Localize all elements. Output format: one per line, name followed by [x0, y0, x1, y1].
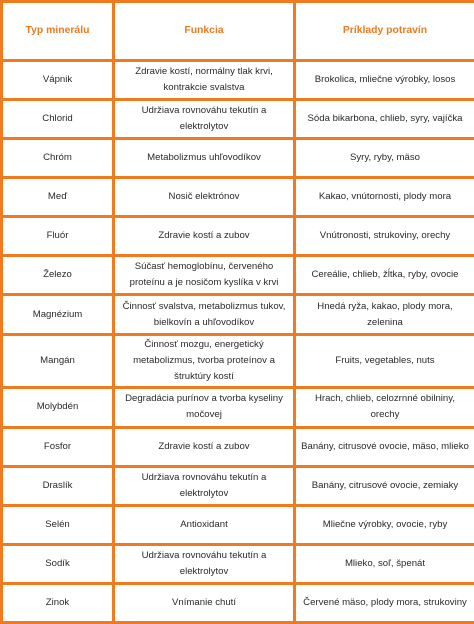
- cell-foods: Červené mäso, plody mora, strukoviny: [295, 583, 474, 622]
- table-body: [2, 61, 474, 623]
- cell-mineral: Mangán: [2, 334, 114, 388]
- cell-function: Zdravie kostí a zubov: [114, 217, 295, 256]
- cell-function: Činnosť mozgu, energetický metabolizmus, tvorba proteínov a štruktúry kostí: [114, 334, 295, 388]
- table-header: [2, 2, 474, 61]
- table-row: [2, 178, 474, 217]
- cell-function: Nosič elektrónov: [114, 178, 295, 217]
- cell-function: Zdravie kostí a zubov: [114, 427, 295, 466]
- cell-function: Udržiava rovnováhu tekutín a elektrolytov: [114, 544, 295, 583]
- cell-mineral: Fosfor: [2, 427, 114, 466]
- cell-function: Udržiava rovnováhu tekutín a elektrolytov: [114, 100, 295, 139]
- cell-foods: Brokolica, mliečne výrobky, losos: [295, 61, 474, 100]
- table-row: [2, 466, 474, 505]
- table-row: [2, 61, 474, 100]
- cell-function: Metabolizmus uhľovodíkov: [114, 139, 295, 178]
- cell-mineral: Fluór: [2, 217, 114, 256]
- table-row: [2, 217, 474, 256]
- cell-foods: Hnedá ryža, kakao, plody mora, zelenina: [295, 295, 474, 334]
- cell-mineral: Molybdén: [2, 388, 114, 427]
- cell-foods: Banány, citrusové ovocie, mäso, mlieko: [295, 427, 474, 466]
- cell-function: Zdravie kostí, normálny tlak krvi, kontrakcie svalstva: [114, 61, 295, 100]
- cell-mineral: Vápnik: [2, 61, 114, 100]
- table-row: [2, 505, 474, 544]
- header-food-examples: Príklady potravín: [295, 2, 474, 61]
- cell-mineral: Sodík: [2, 544, 114, 583]
- cell-mineral: Železo: [2, 256, 114, 295]
- cell-foods: Fruits, vegetables, nuts: [295, 334, 474, 388]
- cell-function: Súčasť hemoglobínu, červeného proteínu a je nosičom kyslíka v krvi: [114, 256, 295, 295]
- table-row: [2, 256, 474, 295]
- cell-mineral: Chlorid: [2, 100, 114, 139]
- cell-function: Udržiava rovnováhu tekutín a elektrolytov: [114, 466, 295, 505]
- header-function: Funkcia: [114, 2, 295, 61]
- cell-foods: Kakao, vnútornosti, plody mora: [295, 178, 474, 217]
- table-row: [2, 427, 474, 466]
- cell-mineral: Selén: [2, 505, 114, 544]
- cell-foods: Syry, ryby, mäso: [295, 139, 474, 178]
- table-row: [2, 100, 474, 139]
- cell-mineral: Draslík: [2, 466, 114, 505]
- cell-foods: Banány, citrusové ovocie, zemiaky: [295, 466, 474, 505]
- table-row: [2, 334, 474, 388]
- cell-function: Činnosť svalstva, metabolizmus tukov, bielkovín a uhľovodíkov: [114, 295, 295, 334]
- cell-mineral: Zinok: [2, 583, 114, 622]
- cell-foods: Mliečne výrobky, ovocie, ryby: [295, 505, 474, 544]
- cell-foods: Vnútronosti, strukoviny, orechy: [295, 217, 474, 256]
- cell-function: Antioxidant: [114, 505, 295, 544]
- cell-foods: Mlieko, soľ, špenát: [295, 544, 474, 583]
- cell-foods: Cereálie, chlieb, žĺtka, ryby, ovocie: [295, 256, 474, 295]
- table-row: [2, 295, 474, 334]
- cell-foods: Sóda bikarbona, chlieb, syry, vajíčka: [295, 100, 474, 139]
- cell-function: Vnímanie chutí: [114, 583, 295, 622]
- header-row: [2, 2, 474, 61]
- table-row: [2, 583, 474, 622]
- cell-mineral: Chróm: [2, 139, 114, 178]
- table-row: [2, 544, 474, 583]
- cell-mineral: Meď: [2, 178, 114, 217]
- table-row: [2, 139, 474, 178]
- table-row: [2, 388, 474, 427]
- cell-function: Degradácia purínov a tvorba kyseliny močovej: [114, 388, 295, 427]
- cell-mineral: Magnézium: [2, 295, 114, 334]
- header-mineral-type: Typ minerálu: [2, 2, 114, 61]
- cell-foods: Hrach, chlieb, celozrnné obilniny, orechy: [295, 388, 474, 427]
